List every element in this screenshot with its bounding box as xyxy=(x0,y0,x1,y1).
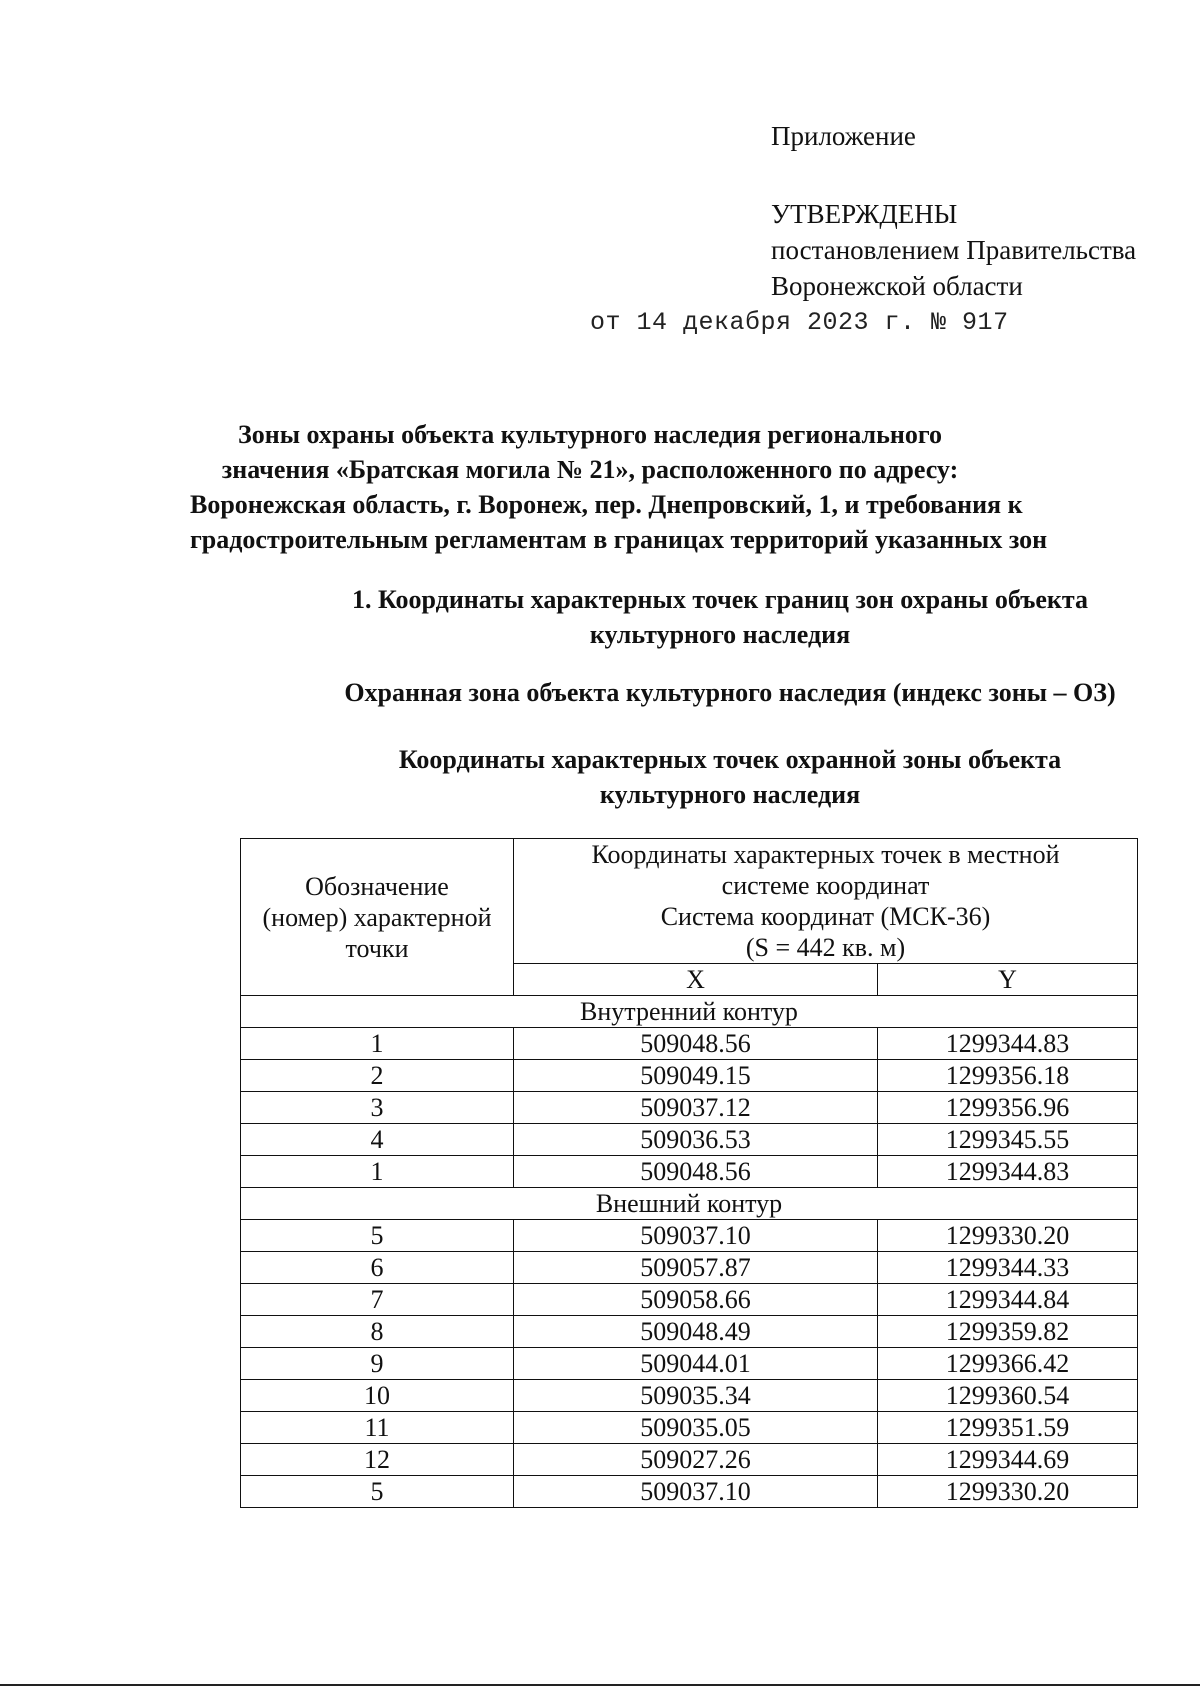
section-title xyxy=(280,582,1160,652)
zone-title xyxy=(290,675,1170,710)
table-row xyxy=(241,1380,1138,1412)
point-number-cell: 1 xyxy=(241,1156,514,1188)
point-number-cell: 2 xyxy=(241,1060,514,1092)
table-row xyxy=(241,1092,1138,1124)
approved-label: УТВЕРЖДЕНЫ xyxy=(771,199,958,229)
table-row xyxy=(241,1124,1138,1156)
section-title-cell: Внутренний контур xyxy=(241,996,1138,1028)
approval-block xyxy=(771,118,1136,304)
coordinates-table xyxy=(240,838,1138,1508)
header-y: Y xyxy=(878,964,1138,996)
point-number-cell: 1 xyxy=(241,1028,514,1060)
y-coordinate-cell: 1299344.69 xyxy=(878,1444,1138,1476)
header-coordinates: Координаты характерных точек в местной системе координат Система координат (МСК-36) (S = 442 кв. м) xyxy=(514,839,1138,964)
decree-date-number: от 14 декабря 2023 г. № 917 xyxy=(590,308,1009,337)
table-row xyxy=(241,1252,1138,1284)
table-row xyxy=(241,1028,1138,1060)
x-coordinate-cell: 509048.56 xyxy=(514,1156,878,1188)
point-number-cell: 4 xyxy=(241,1124,514,1156)
appendix-label: Приложение xyxy=(771,121,916,151)
y-coordinate-cell: 1299366.42 xyxy=(878,1348,1138,1380)
zone-title-line: Охранная зона объекта культурного наследия (индекс зоны – ОЗ) xyxy=(344,678,1116,707)
table-row xyxy=(241,1156,1138,1188)
point-number-cell: 8 xyxy=(241,1316,514,1348)
point-number-cell: 5 xyxy=(241,1476,514,1508)
x-coordinate-cell: 509044.01 xyxy=(514,1348,878,1380)
x-coordinate-cell: 509035.34 xyxy=(514,1380,878,1412)
x-coordinate-cell: 509048.56 xyxy=(514,1028,878,1060)
main-title-line: Зоны охраны объекта культурного наследия регионального xyxy=(237,420,943,449)
coords-title-line: Координаты характерных точек охранной зоны объекта xyxy=(398,745,1062,774)
table-row xyxy=(241,1220,1138,1252)
point-number-cell: 10 xyxy=(241,1380,514,1412)
table-body xyxy=(241,996,1138,1508)
table-row xyxy=(241,1316,1138,1348)
y-coordinate-cell: 1299356.96 xyxy=(878,1092,1138,1124)
point-number-cell: 3 xyxy=(241,1092,514,1124)
approved-by-line-1: постановлением Правительства xyxy=(771,235,1137,265)
section-title-line: 1. Координаты характерных точек границ зон охраны объекта xyxy=(352,585,1088,614)
x-coordinate-cell: 509049.15 xyxy=(514,1060,878,1092)
bottom-scan-edge xyxy=(0,1684,1200,1686)
header-x: X xyxy=(514,964,878,996)
y-coordinate-cell: 1299359.82 xyxy=(878,1316,1138,1348)
approved-by-line-2: Воронежской области xyxy=(771,271,1023,301)
y-coordinate-cell: 1299360.54 xyxy=(878,1380,1138,1412)
section-title-line: культурного наследия xyxy=(589,620,851,649)
table-row xyxy=(241,1284,1138,1316)
main-title-line: значения «Братская могила № 21», расположенного по адресу: xyxy=(221,455,959,484)
y-coordinate-cell: 1299344.33 xyxy=(878,1252,1138,1284)
table-row xyxy=(241,1060,1138,1092)
x-coordinate-cell: 509048.49 xyxy=(514,1316,878,1348)
y-coordinate-cell: 1299356.18 xyxy=(878,1060,1138,1092)
header-designation: Обозначение (номер) характерной точки xyxy=(241,839,514,996)
point-number-cell: 6 xyxy=(241,1252,514,1284)
y-coordinate-cell: 1299345.55 xyxy=(878,1124,1138,1156)
point-number-cell: 7 xyxy=(241,1284,514,1316)
section-row xyxy=(241,1188,1138,1220)
main-title xyxy=(190,417,1048,557)
x-coordinate-cell: 509036.53 xyxy=(514,1124,878,1156)
point-number-cell: 12 xyxy=(241,1444,514,1476)
section-title-cell: Внешний контур xyxy=(241,1188,1138,1220)
table-row xyxy=(241,1476,1138,1508)
coords-title xyxy=(290,742,1170,812)
x-coordinate-cell: 509037.10 xyxy=(514,1476,878,1508)
y-coordinate-cell: 1299330.20 xyxy=(878,1476,1138,1508)
y-coordinate-cell: 1299344.84 xyxy=(878,1284,1138,1316)
point-number-cell: 9 xyxy=(241,1348,514,1380)
point-number-cell: 5 xyxy=(241,1220,514,1252)
table-row xyxy=(241,1412,1138,1444)
y-coordinate-cell: 1299344.83 xyxy=(878,1028,1138,1060)
x-coordinate-cell: 509037.12 xyxy=(514,1092,878,1124)
section-row xyxy=(241,996,1138,1028)
table-row xyxy=(241,1348,1138,1380)
table-row xyxy=(241,1444,1138,1476)
main-title-line: Воронежская область, г. Воронеж, пер. Днепровский, 1, и требования к xyxy=(190,490,1023,519)
x-coordinate-cell: 509027.26 xyxy=(514,1444,878,1476)
table-header-row xyxy=(241,839,1138,964)
coords-title-line: культурного наследия xyxy=(599,780,861,809)
point-number-cell: 11 xyxy=(241,1412,514,1444)
x-coordinate-cell: 509057.87 xyxy=(514,1252,878,1284)
main-title-line: градостроительным регламентам в границах территорий указанных зон xyxy=(190,525,1048,554)
y-coordinate-cell: 1299351.59 xyxy=(878,1412,1138,1444)
x-coordinate-cell: 509058.66 xyxy=(514,1284,878,1316)
x-coordinate-cell: 509035.05 xyxy=(514,1412,878,1444)
y-coordinate-cell: 1299344.83 xyxy=(878,1156,1138,1188)
y-coordinate-cell: 1299330.20 xyxy=(878,1220,1138,1252)
x-coordinate-cell: 509037.10 xyxy=(514,1220,878,1252)
